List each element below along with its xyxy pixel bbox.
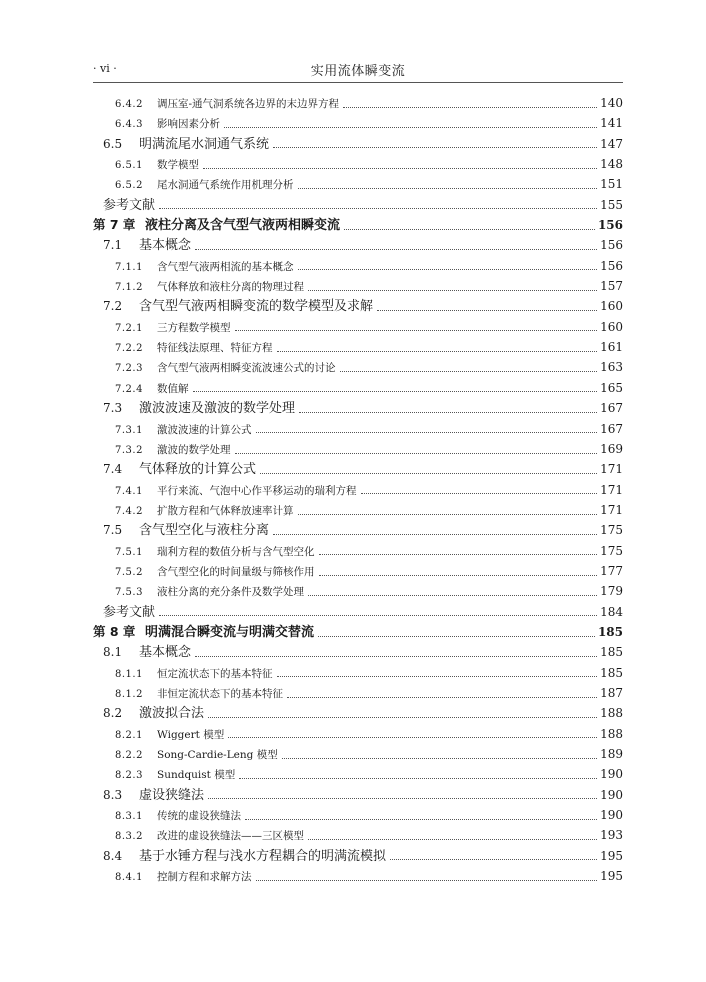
toc-entry-title: 扩散方程和气体释放速率计算 [157,504,294,517]
toc-entry-title: 基本概念 [139,645,192,661]
toc-entry-number: 8.2 [103,706,123,721]
toc-entry-title: 参考文献 [103,197,156,213]
toc-entry-page: 163 [600,360,623,375]
toc-entry-title: 瑞利方程的数值分析与含气型空化 [157,545,315,558]
dot-leader [208,717,597,718]
toc-entry-title: 含气型空化与液柱分离 [139,523,270,539]
dot-leader [195,249,597,250]
toc-entry-page: 187 [600,685,623,700]
dot-leader [319,575,598,576]
toc-entry-page: 169 [600,441,623,456]
toc-entry-row[interactable] [93,174,623,194]
toc-entry-page: 190 [600,787,623,802]
toc-entry-number: 6.4.2 [115,99,143,110]
toc-entry-page: 155 [600,197,623,212]
toc-entry-page: 161 [600,340,623,355]
toc-entry-page: 190 [600,767,623,782]
toc-entry-number: 8.4 [103,848,123,863]
toc-entry-number: 7.2.2 [115,343,143,355]
toc-entry-title: 气体释放的计算公式 [139,462,257,478]
toc-entry-row[interactable] [93,785,623,805]
toc-entry-title: 气体释放和液柱分离的物理过程 [157,281,304,294]
dot-leader [235,330,598,331]
toc-entry-title: 液柱分离及含气型气液两相瞬变流 [145,218,341,234]
toc-entry-title: 非恒定流状态下的基本特征 [157,687,283,700]
toc-entry-row[interactable] [93,154,623,174]
toc-entry-number: 8.2.1 [115,729,143,741]
toc-entry-page: 151 [600,177,623,192]
toc-entry-title: 激波波速及激波的数学处理 [139,401,296,417]
dot-leader [343,107,597,108]
toc-entry-row[interactable] [93,581,623,601]
toc-entry-page: 195 [600,848,623,863]
toc-entry-title: 控制方程和求解方法 [157,871,252,884]
toc-entry-row[interactable] [93,561,623,581]
toc-entry-page: 157 [600,279,623,294]
toc-entry-number: 7.3 [103,401,123,416]
dot-leader [277,351,598,352]
toc-entry-title: 虚设狭缝法 [139,787,205,803]
toc-entry-number: 8.3 [103,787,123,802]
toc-entry-page: 160 [600,299,623,314]
toc-entry-row[interactable] [93,337,623,357]
toc-chapter-row[interactable] [93,622,623,642]
toc-entry-row[interactable] [93,663,623,683]
toc-entry-number: 8.4.1 [115,872,143,884]
toc-entry-row[interactable] [93,703,623,723]
dot-leader [308,290,597,291]
toc-entry-number: 7.1 [103,238,123,253]
toc-entry-title: 基本概念 [139,238,192,254]
dot-leader [260,473,597,474]
toc-entry-number: 6.4.3 [115,119,143,131]
toc-entry-row[interactable] [93,439,623,459]
dot-leader [298,514,598,515]
toc-references-row[interactable] [93,602,623,622]
toc-entry-title: Wiggert 模型 [157,728,225,741]
toc-entry-page: 177 [600,563,623,578]
toc-entry-number: 第 8 章 [93,623,136,639]
toc-entry-page: 148 [600,157,623,172]
toc-entry-number: 7.4.1 [115,485,143,497]
toc-entry-row[interactable] [93,113,623,133]
toc-entry-number: 7.2.4 [115,383,143,395]
toc-entry-number: 7.5.2 [115,566,143,578]
dot-leader [282,758,597,759]
toc-entry-page: 190 [600,808,623,823]
toc-entry-number: 7.2.3 [115,363,143,375]
toc-entry-title: 液柱分离的充分条件及数学处理 [157,586,304,599]
toc-entry-row[interactable] [93,317,623,337]
toc-entry-number: 8.1.2 [115,688,143,700]
dot-leader [245,819,597,820]
toc-entry-page: 165 [600,380,623,395]
toc-entry-title: 含气型气液两相流的基本概念 [157,260,294,273]
toc-entry-title: 恒定流状态下的基本特征 [157,667,273,680]
toc-entry-page: 171 [600,462,623,477]
toc-entry-page: 175 [600,523,623,538]
toc-entry-page: 195 [600,869,623,884]
toc-entry-page: 193 [600,828,623,843]
dot-leader [239,778,597,779]
toc-entry-row[interactable] [93,134,623,154]
dot-leader [235,453,598,454]
toc-entry-number: 7.2 [103,299,123,314]
toc-entry-page: 171 [600,502,623,517]
toc-entry-row[interactable] [93,357,623,377]
toc-chapter-row[interactable] [93,215,623,235]
dot-leader [298,269,598,270]
toc-entry-page: 141 [600,116,623,131]
dot-leader [299,412,597,413]
toc-entry-title: 影响因素分析 [157,118,220,131]
dot-leader [256,432,598,433]
dot-leader [203,168,597,169]
toc-entry-number: 6.5.1 [115,160,143,172]
toc-entry-page: 185 [600,665,623,680]
toc-entry-number: 7.4.2 [115,505,143,517]
dot-leader [159,615,597,616]
toc-entry-row[interactable] [93,744,623,764]
toc-entry-row[interactable] [93,866,623,886]
dot-leader [298,188,598,189]
toc-entry-row[interactable] [93,296,623,316]
toc-entry-row[interactable] [93,805,623,825]
toc-entry-page: 140 [600,96,623,110]
toc-entry-page: 185 [600,645,623,660]
toc-entry-number: 7.4 [103,462,123,477]
toc-entry-number: 8.2.2 [115,750,143,761]
toc-entry-row[interactable] [93,398,623,418]
toc-entry-page: 156 [600,238,623,253]
dot-leader [361,493,598,494]
toc-entry-row[interactable] [93,642,623,662]
dot-leader [273,147,597,148]
toc-entry-number: 6.5 [103,136,123,151]
toc-entry-row[interactable] [93,724,623,744]
toc-entry-row[interactable] [93,520,623,540]
toc-entry-page: 189 [600,747,623,761]
toc-entry-title: 特征线法原理、特征方程 [157,342,273,355]
toc-entry-number: 8.3.1 [115,811,143,823]
toc-entry-number: 6.5.2 [115,180,143,192]
toc-entry-row[interactable] [93,256,623,276]
toc-entry-title: 明满流尾水洞通气系统 [139,136,270,152]
toc-entry-page: 171 [600,482,623,497]
book-title: 实用流体瞬变流 [310,64,406,79]
toc-entry-number: 7.3.2 [115,444,143,456]
toc-entry-number: 8.1.1 [115,668,143,680]
toc-entry-row[interactable] [93,764,623,784]
toc-entry-number: 7.3.1 [115,424,143,436]
toc-entry-title: 数学模型 [157,159,199,172]
toc-entry-title: 调压室-通气洞系统各边界的末边界方程 [157,98,340,110]
toc-entry-title: 三方程数学模型 [157,321,231,334]
table-of-contents [93,93,623,886]
dot-leader [195,656,597,657]
toc-entry-title: 平行来流、气泡中心作平移运动的瑞利方程 [157,484,357,497]
toc-entry-title: 激波波速的计算公式 [157,423,252,436]
toc-entry-title: 明满混合瞬变流与明满交替流 [145,624,315,640]
dot-leader [224,127,597,128]
toc-entry-title: 激波的数学处理 [157,443,231,456]
toc-entry-number: 7.1.2 [115,282,143,294]
toc-entry-page: 175 [600,543,623,558]
toc-entry-page: 188 [600,706,623,721]
toc-entry-number: 8.2.3 [115,770,143,782]
toc-entry-page: 167 [600,421,623,436]
toc-entry-page: 156 [597,218,623,233]
page-header [93,58,623,83]
toc-entry-title: 含气型空化的时间量级与筛核作用 [157,565,315,578]
toc-entry-title: 含气型气液两相瞬变流波速公式的讨论 [157,362,336,375]
dot-leader [377,310,597,311]
toc-entry-row[interactable] [93,500,623,520]
dot-leader [308,595,597,596]
toc-entry-number: 7.5 [103,523,123,538]
dot-leader [308,839,597,840]
toc-entry-page: 147 [600,136,623,151]
dot-leader [208,798,597,799]
toc-entry-page: 188 [600,726,623,741]
toc-entry-row[interactable] [93,846,623,866]
toc-entry-page: 156 [600,258,623,273]
toc-entry-title: Song-Cardie-Leng 模型 [157,749,278,761]
toc-entry-page: 185 [597,624,623,639]
toc-entry-title: 尾水洞通气系统作用机理分析 [157,179,294,192]
toc-entry-row[interactable] [93,93,623,113]
toc-entry-page: 160 [600,319,623,334]
toc-entry-row[interactable] [93,480,623,500]
toc-entry-title: 激波拟合法 [139,706,205,722]
toc-entry-row[interactable] [93,276,623,296]
dot-leader [318,636,595,637]
toc-entry-row[interactable] [93,459,623,479]
toc-entry-number: 7.5.3 [115,587,143,599]
toc-entry-number: 7.1.1 [115,261,143,273]
toc-entry-row[interactable] [93,825,623,845]
dot-leader [319,554,598,555]
dot-leader [256,880,598,881]
dot-leader [273,534,597,535]
toc-entry-number: 8.1 [103,645,123,660]
toc-entry-row[interactable] [93,683,623,703]
toc-entry-row[interactable] [93,419,623,439]
dot-leader [344,229,595,230]
toc-entry-title: 基于水锤方程与浅水方程耦合的明满流模拟 [139,848,387,864]
dot-leader [277,676,598,677]
toc-entry-number: 7.2.1 [115,322,143,334]
toc-entry-row[interactable] [93,378,623,398]
toc-entry-title: 改进的虚设狭缝法——三区模型 [157,830,304,843]
dot-leader [193,391,598,392]
toc-entry-row[interactable] [93,541,623,561]
toc-references-row[interactable] [93,195,623,215]
dot-leader [228,737,597,738]
dot-leader [287,697,597,698]
toc-entry-number: 7.5.1 [115,546,143,558]
toc-entry-title: 参考文献 [103,604,156,620]
toc-entry-page: 184 [600,604,623,619]
toc-entry-title: 传统的虚设狭缝法 [157,810,241,823]
toc-entry-page: 167 [600,401,623,416]
dot-leader [159,208,597,209]
dot-leader [340,371,598,372]
toc-entry-number: 8.3.2 [115,831,143,843]
dot-leader [390,859,597,860]
toc-entry-number: 第 7 章 [93,217,136,233]
toc-entry-page: 179 [600,584,623,599]
toc-entry-row[interactable] [93,235,623,255]
page-number: · vi · [93,62,117,75]
toc-entry-title: Sundquist 模型 [157,769,236,782]
toc-entry-title: 含气型气液两相瞬变流的数学模型及求解 [139,299,374,315]
toc-entry-title: 数值解 [157,382,189,395]
